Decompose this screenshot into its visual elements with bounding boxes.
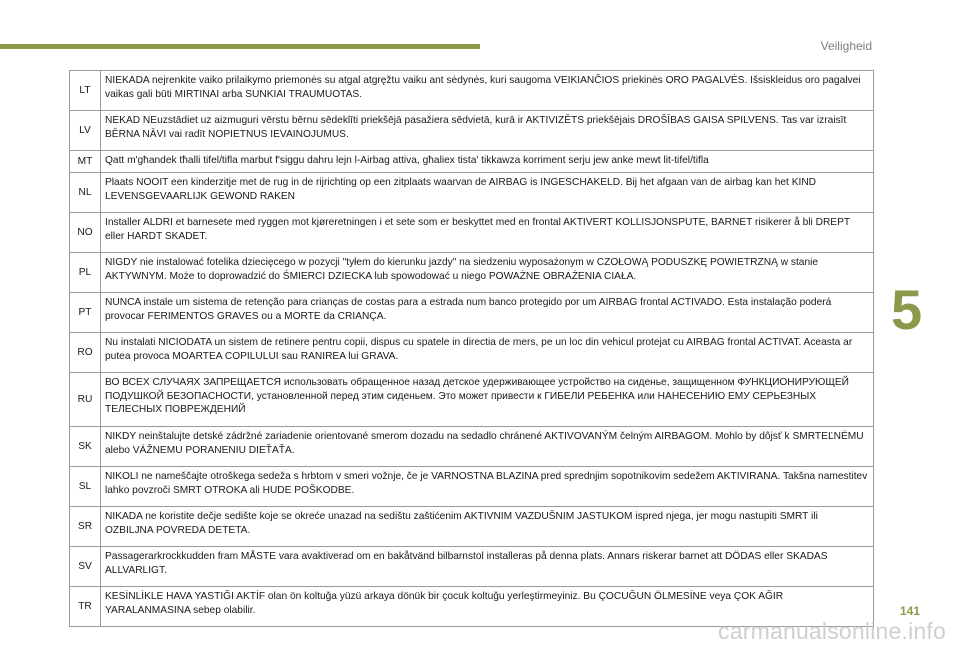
language-code: SL <box>70 467 101 507</box>
warning-text: NIKOLI ne nameščajte otroškega sedeža s hrbtom v smeri vožnje, če je VARNOSTNA BLAZINA pred sprednjim sopotnikovim sedežem AKTIVIRANA. Takšna namestitev lahko povzroči SMRT OTROKA ali HUDE POŠKODBE. <box>101 467 874 507</box>
table-row <box>70 333 874 373</box>
chapter-number: 5 <box>891 278 923 341</box>
language-code: RO <box>70 333 101 373</box>
warning-text: Installer ALDRI et barnesete med ryggen mot kjøreretningen i et sete som er beskyttet med en frontal AKTIVERT KOLLISJONSPUTE, BARNET risikerer å bli DREPT eller HARDT SKADET. <box>101 213 874 253</box>
warning-text: Nu instalati NICIODATA un sistem de retinere pentru copii, dispus cu spatele in directia de mers, pe un loc din vehicul protejat cu AIRBAG frontal ACTIVAT. Aceasta ar putea provoca MOARTEA COPILULUI sau RANIREA lui GRAVA. <box>101 333 874 373</box>
table-row <box>70 427 874 467</box>
warning-text: Plaats NOOIT een kinderzitje met de rug in de rijrichting op een zitplaats waarvan de AIRBAG is INGESCHAKELD. Bij het afgaan van de airbag kan het KIND LEVENSGEVAARLIJK GEWOND RAKEN <box>101 173 874 213</box>
warning-text: KESİNLİKLE HAVA YASTIĞI AKTİF olan ön koltuğa yüzü arkaya dönük bir çocuk koltuğu yerleştirmeyiniz. Bu ÇOCUĞUN ÖLMESİNE veya ÇOK AĞIR YARALANMASINA sebep olabilir. <box>101 587 874 627</box>
language-code: PT <box>70 293 101 333</box>
airbag-warning-table <box>69 70 874 627</box>
language-code: NO <box>70 213 101 253</box>
table-row <box>70 293 874 333</box>
warning-text: NIGDY nie instalować fotelika dziecięcego w pozycji "tyłem do kierunku jazdy" na siedzeniu wyposażonym w CZOŁOWĄ PODUSZKĘ POWIETRZNĄ w stanie AKTYWNYM. Może to doprowadzić do ŚMIERCI DZIECKA lub spowodować u niego POWAŻNE OBRAŻENIA CIAŁA. <box>101 253 874 293</box>
page-number: 141 <box>900 604 921 618</box>
language-code: LV <box>70 111 101 151</box>
language-code: LT <box>70 71 101 111</box>
language-code: MT <box>70 151 101 173</box>
language-code: SK <box>70 427 101 467</box>
warning-text: NUNCA instale um sistema de retenção para crianças de costas para a estrada num banco protegido por um AIRBAG frontal ACTIVADO. Esta instalação poderá provocar FERIMENTOS GRAVES ou a MORTE da CRIANÇA. <box>101 293 874 333</box>
table-row <box>70 111 874 151</box>
warning-text: Passagerarkrockkudden fram MÅSTE vara avaktiverad om en bakåtvänd bilbarnstol installeras på denna plats. Annars riskerar barnet att DÖDAS eller SKADAS ALLVARLIGT. <box>101 547 874 587</box>
table-row <box>70 173 874 213</box>
table-row <box>70 373 874 427</box>
table-row <box>70 253 874 293</box>
warning-text: NEKAD NEuzstādiet uz aizmuguri vērstu bērnu sēdeklīti priekšējā pasažiera sēdvietā, kurā ir AKTIVIZĒTS priekšējais DROŠĪBAS GAISA SPILVENS. Tas var izraisīt BĒRNA NĀVI vai radīt NOPIETNUS IEVAINOJUMUS. <box>101 111 874 151</box>
header-accent-bar <box>0 44 480 49</box>
language-code: RU <box>70 373 101 427</box>
section-title: Veiligheid <box>820 39 872 53</box>
warning-text: NIEKADA nejrenkite vaiko prilaikymo priemonės su atgal atgręžtu vaiku ant sėdynės, kuri saugoma VEIKIANČIOS priekinės ORO PAGALVĖS. Išsiskleidus oro pagalvei vaikas gali būti MIRTINAI arba SUNKIAI TRAUMUOTAS. <box>101 71 874 111</box>
language-code: TR <box>70 587 101 627</box>
warning-text: Qatt m'għandek tħalli tifel/tifla marbut f'siggu dahru lejn l-Airbag attiva, għaliex tista' tikkawza korriment serju jew anke mewt lit-tifel/tifla <box>101 151 874 173</box>
language-code: SV <box>70 547 101 587</box>
table-row <box>70 547 874 587</box>
warning-text: ВО ВСЕХ СЛУЧАЯХ ЗАПРЕЩАЕТСЯ использовать обращенное назад детское удерживающее устройство на сиденье, защищенном ФУНКЦИОНИРУЮЩЕЙ ПОДУШКОЙ БЕЗОПАСНОСТИ, установленной перед этим сиденьем. Это может привести к ГИБЕЛИ РЕБЕНКА или НАНЕСЕНИЮ ЕМУ СЕРЬЕЗНЫХ ТЕЛЕСНЫХ ПОВРЕЖДЕНИЙ <box>101 373 874 427</box>
warning-text: NIKADA ne koristite dečje sedište koje se okreće unazad na sedištu zaštićenim AKTIVNIM VAZDUŠNIM JASTUKOM ispred njega, jer mogu nastupiti SMRT ili OZBILJNA POVREDA DETETA. <box>101 507 874 547</box>
table-row <box>70 507 874 547</box>
language-code: PL <box>70 253 101 293</box>
warning-text: NIKDY neinštalujte detské zádržné zariadenie orientované smerom dozadu na sedadlo chránené AKTIVOVANÝM čelným AIRBAGOM. Mohlo by dôjsť k SMRTEĽNÉMU alebo VÁŽNEMU PORANENIU DIEŤAŤA. <box>101 427 874 467</box>
language-code: NL <box>70 173 101 213</box>
table-row <box>70 467 874 507</box>
language-code: SR <box>70 507 101 547</box>
table-row <box>70 213 874 253</box>
watermark: carmanualsonline.info <box>718 618 946 644</box>
table-row <box>70 71 874 111</box>
table-row <box>70 151 874 173</box>
